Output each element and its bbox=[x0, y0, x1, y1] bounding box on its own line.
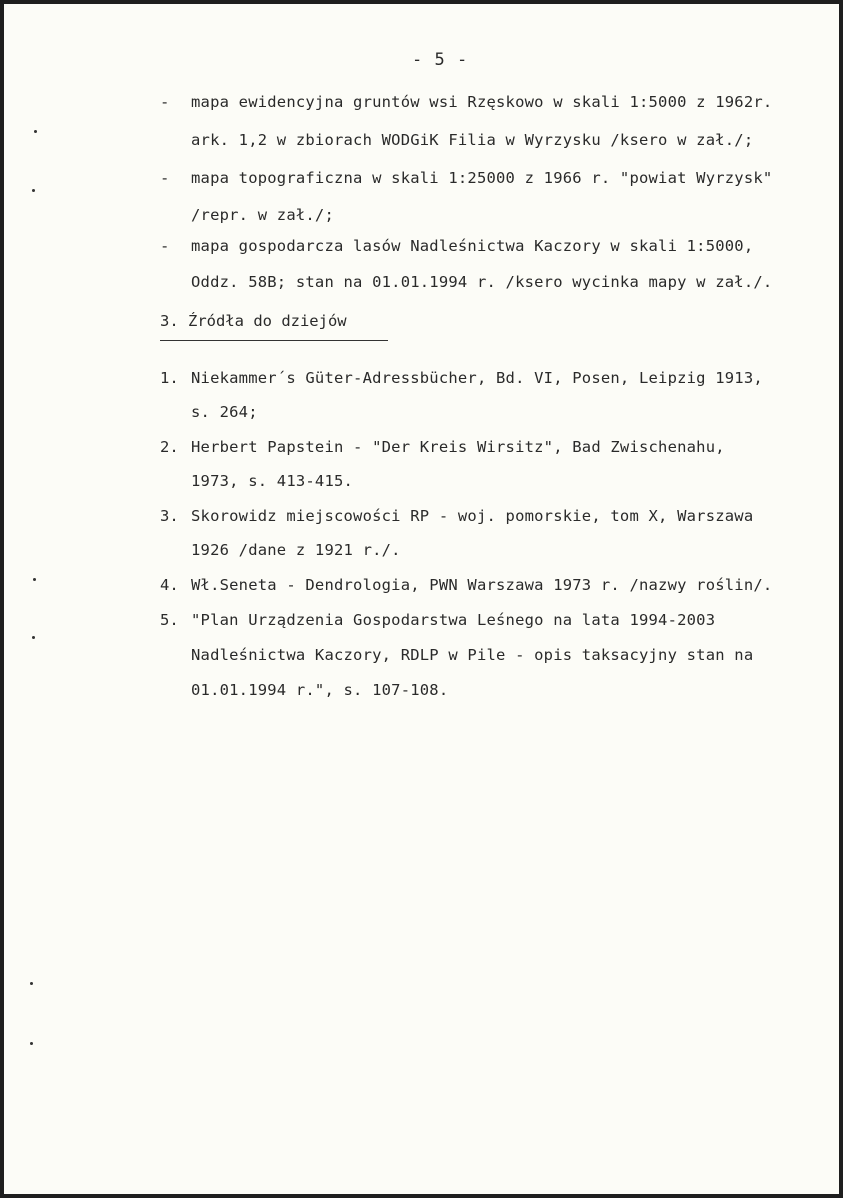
list-marker: - bbox=[160, 93, 170, 111]
heading-underline bbox=[160, 340, 388, 341]
list-item-line: mapa ewidencyjna gruntów wsi Rzęskowo w skali 1:5000 z 1962r. bbox=[191, 93, 773, 111]
margin-speck bbox=[33, 578, 36, 581]
list-number: 5. bbox=[160, 611, 179, 629]
list-item-line: 1926 /dane z 1921 r./. bbox=[191, 541, 401, 559]
list-item-line: mapa topograficzna w skali 1:25000 z 1966 r. "powiat Wyrzysk" bbox=[191, 169, 773, 187]
margin-speck bbox=[32, 189, 35, 192]
list-item-line: s. 264; bbox=[191, 403, 258, 421]
list-item-line: mapa gospodarcza lasów Nadleśnictwa Kaczory w skali 1:5000, bbox=[191, 237, 754, 255]
list-item-line: 01.01.1994 r.", s. 107-108. bbox=[191, 681, 449, 699]
page-number: - 5 - bbox=[412, 50, 469, 70]
list-item-line: Nadleśnictwa Kaczory, RDLP w Pile - opis taksacyjny stan na bbox=[191, 646, 754, 664]
list-item-line: Niekammer´s Güter-Adressbücher, Bd. VI, Posen, Leipzig 1913, bbox=[191, 369, 763, 387]
list-number: 3. bbox=[160, 507, 179, 525]
list-number: 4. bbox=[160, 576, 179, 594]
list-item-line: Wł.Seneta - Dendrologia, PWN Warszawa 1973 r. /nazwy roślin/. bbox=[191, 576, 773, 594]
margin-speck bbox=[32, 636, 35, 639]
list-marker: - bbox=[160, 237, 170, 255]
margin-speck bbox=[30, 982, 33, 985]
margin-speck bbox=[34, 130, 37, 133]
list-item-line: ark. 1,2 w zbiorach WODGiK Filia w Wyrzysku /ksero w zał./; bbox=[191, 131, 754, 149]
list-item-line: Skorowidz miejscowości RP - woj. pomorskie, tom X, Warszawa bbox=[191, 507, 754, 525]
section-heading: 3. Źródła do dziejów bbox=[160, 312, 347, 330]
list-item-line: Herbert Papstein - "Der Kreis Wirsitz", Bad Zwischenahu, bbox=[191, 438, 725, 456]
list-item-line: "Plan Urządzenia Gospodarstwa Leśnego na lata 1994-2003 bbox=[191, 611, 716, 629]
list-item-line: 1973, s. 413-415. bbox=[191, 472, 354, 490]
list-item-line: /repr. w zał./; bbox=[191, 206, 334, 224]
list-marker: - bbox=[160, 169, 170, 187]
margin-speck bbox=[30, 1042, 33, 1045]
list-number: 1. bbox=[160, 369, 179, 387]
list-number: 2. bbox=[160, 438, 179, 456]
list-item-line: Oddz. 58B; stan na 01.01.1994 r. /ksero wycinka mapy w zał./. bbox=[191, 273, 773, 291]
